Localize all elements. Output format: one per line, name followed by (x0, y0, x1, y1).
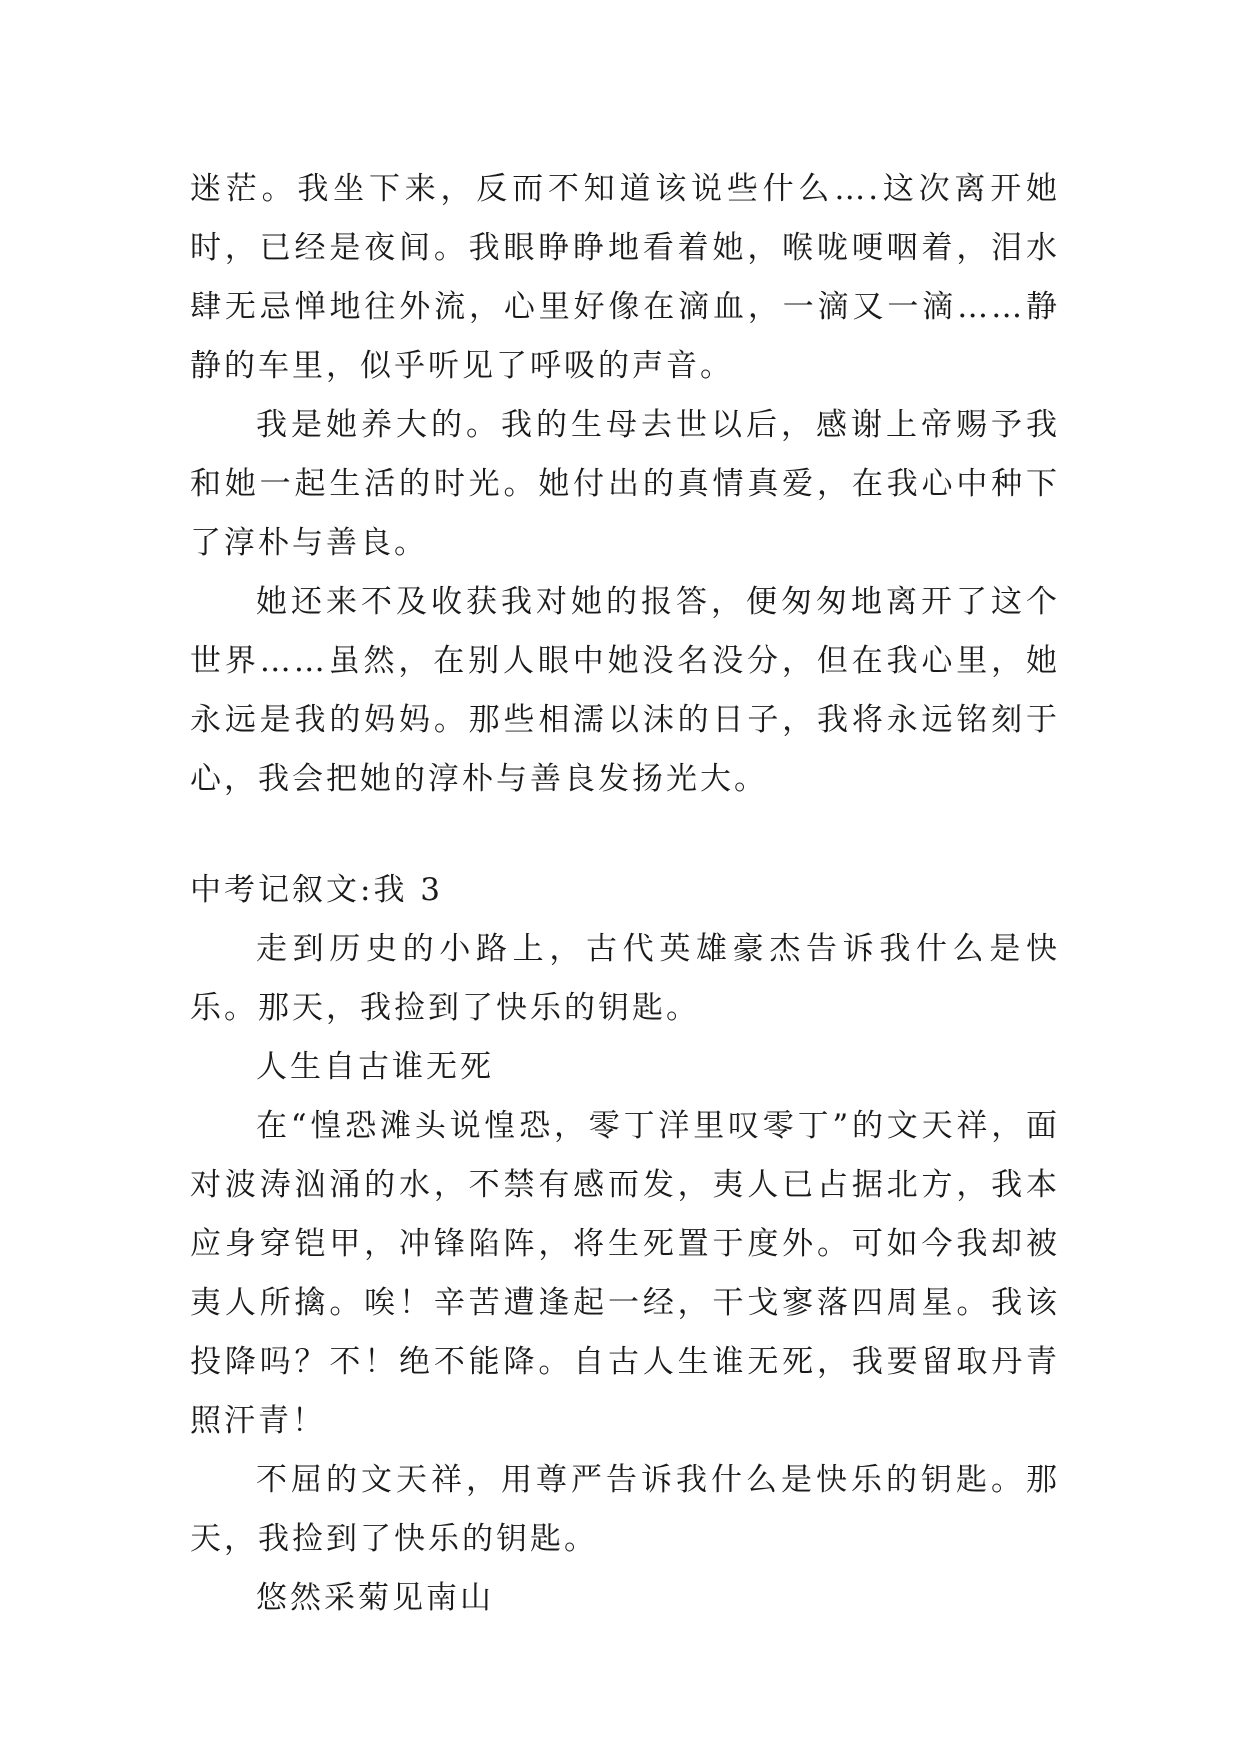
document-page (190, 160, 1060, 1628)
paragraph-history-path: 走到历史的小路上，古代英雄豪杰告诉我什么是快乐。那天，我捡到了快乐的钥匙。 (190, 931, 1060, 1026)
paragraph-wen-tianxiang: 在“惶恐滩头说惶恐，零丁洋里叹零丁”的文天祥，面对波涛汹涌的水，不禁有感而发，夷人已占据北方，我本应身穿铠甲，冲锋陷阵，将生死置于度外。可如今我却被夷人所擒。唉！辛苦遭逢起一经，干戈寥落四周星。我该投降吗？不！绝不能降。自古人生谁无死，我要留取丹青照汗青！ (190, 1108, 1060, 1439)
paragraph-key-of-happiness: 不屈的文天祥，用尊严告诉我什么是快乐的钥匙。那天，我捡到了快乐的钥匙。 (190, 1462, 1060, 1557)
subheading-chrysanthemum: 悠然采菊见南山 (256, 1580, 494, 1616)
paragraph-forever-mother: 她还来不及收获我对她的报答，便匆匆地离开了这个世界……虽然，在别人眼中她没名没分，但在我心里，她永远是我的妈妈。那些相濡以沫的日子，我将永远铭刻于心，我会把她的淳朴与善良发扬光大。 (190, 584, 1060, 797)
subheading-life-death: 人生自古谁无死 (256, 1049, 494, 1085)
paragraph-continuation: 迷茫。我坐下来，反而不知道该说些什么….这次离开她时，已经是夜间。我眼睁睁地看着她，喉咙哽咽着，泪水肆无忌惮地往外流，心里好像在滴血，一滴又一滴……静静的车里，似乎听见了呼吸的声音。 (190, 171, 1060, 384)
paragraph-raised-by-her: 我是她养大的。我的生母去世以后，感谢上帝赐予我和她一起生活的时光。她付出的真情真爱，在我心中种下了淳朴与善良。 (190, 407, 1060, 561)
section-title: 中考记叙文:我 3 (190, 872, 444, 908)
